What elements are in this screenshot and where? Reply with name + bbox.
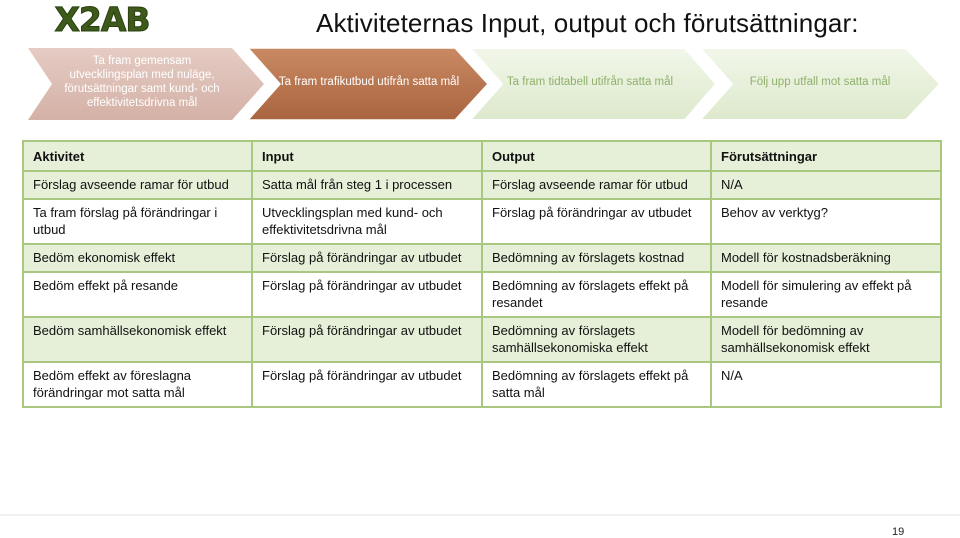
table-cell: Förslag avseende ramar för utbud: [482, 171, 711, 199]
logo-text: X2AB: [54, 2, 150, 36]
table-cell: Bedömning av förslagets effekt på resandet: [482, 272, 711, 317]
table-cell: Bedöm ekonomisk effekt: [23, 244, 252, 272]
slide-title: Aktiviteternas Input, output och förutsättningar:: [316, 8, 859, 38]
step-2-label: Ta fram trafikutbud utifrån satta mål: [278, 76, 460, 88]
step-1-label: Ta fram gemensam utvecklingsplan med nuläge, förutsättningar samt kund- och effektivitetsdrivna mål: [64, 55, 220, 109]
table-cell: Modell för kostnadsberäkning: [711, 244, 941, 272]
header-prerequisites: Förutsättningar: [711, 141, 941, 171]
header-activity: Aktivitet: [23, 141, 252, 171]
header-input: Input: [252, 141, 482, 171]
activity-table: [22, 140, 942, 408]
table-cell: N/A: [711, 171, 941, 199]
header-output: Output: [482, 141, 711, 171]
table-cell: N/A: [711, 362, 941, 407]
table-cell: Bedömning av förslagets effekt på satta mål: [482, 362, 711, 407]
step-3-label: Ta fram tidtabell utifrån satta mål: [506, 76, 674, 88]
table-cell: Förslag på förändringar av utbudet: [482, 199, 711, 244]
table-cell: Förslag på förändringar av utbudet: [252, 362, 482, 407]
table-cell: Förslag på förändringar av utbudet: [252, 244, 482, 272]
table-row: [23, 272, 941, 317]
table-cell: Bedömning av förslagets kostnad: [482, 244, 711, 272]
table-row: [23, 199, 941, 244]
table-cell: Bedöm effekt på resande: [23, 272, 252, 317]
table-row: [23, 362, 941, 407]
table-cell: Modell för bedömning av samhällsekonomisk effekt: [711, 317, 941, 362]
table-cell: Behov av verktyg?: [711, 199, 941, 244]
table-row: [23, 317, 941, 362]
table-cell: Ta fram förslag på förändringar i utbud: [23, 199, 252, 244]
table-cell: Bedömning av förslagets samhällsekonomiska effekt: [482, 317, 711, 362]
table-row: [23, 244, 941, 272]
table-cell: Bedöm effekt av föreslagna förändringar mot satta mål: [23, 362, 252, 407]
table-cell: Förslag på förändringar av utbudet: [252, 272, 482, 317]
table-cell: Bedöm samhällsekonomisk effekt: [23, 317, 252, 362]
table-cell: Utvecklingsplan med kund- och effektivitetsdrivna mål: [252, 199, 482, 244]
process-flow: [0, 44, 960, 120]
footer-divider: [0, 514, 960, 516]
table-cell: Satta mål från steg 1 i processen: [252, 171, 482, 199]
table-cell: Förslag på förändringar av utbudet: [252, 317, 482, 362]
table-row: [23, 171, 941, 199]
table-cell: Modell för simulering av effekt på resande: [711, 272, 941, 317]
table-cell: Förslag avseende ramar för utbud: [23, 171, 252, 199]
table-header-row: [23, 141, 941, 171]
page-number: 19: [892, 526, 905, 538]
step-4-label: Följ upp utfall mot satta mål: [749, 76, 891, 88]
x2ab-logo: [48, 2, 156, 36]
